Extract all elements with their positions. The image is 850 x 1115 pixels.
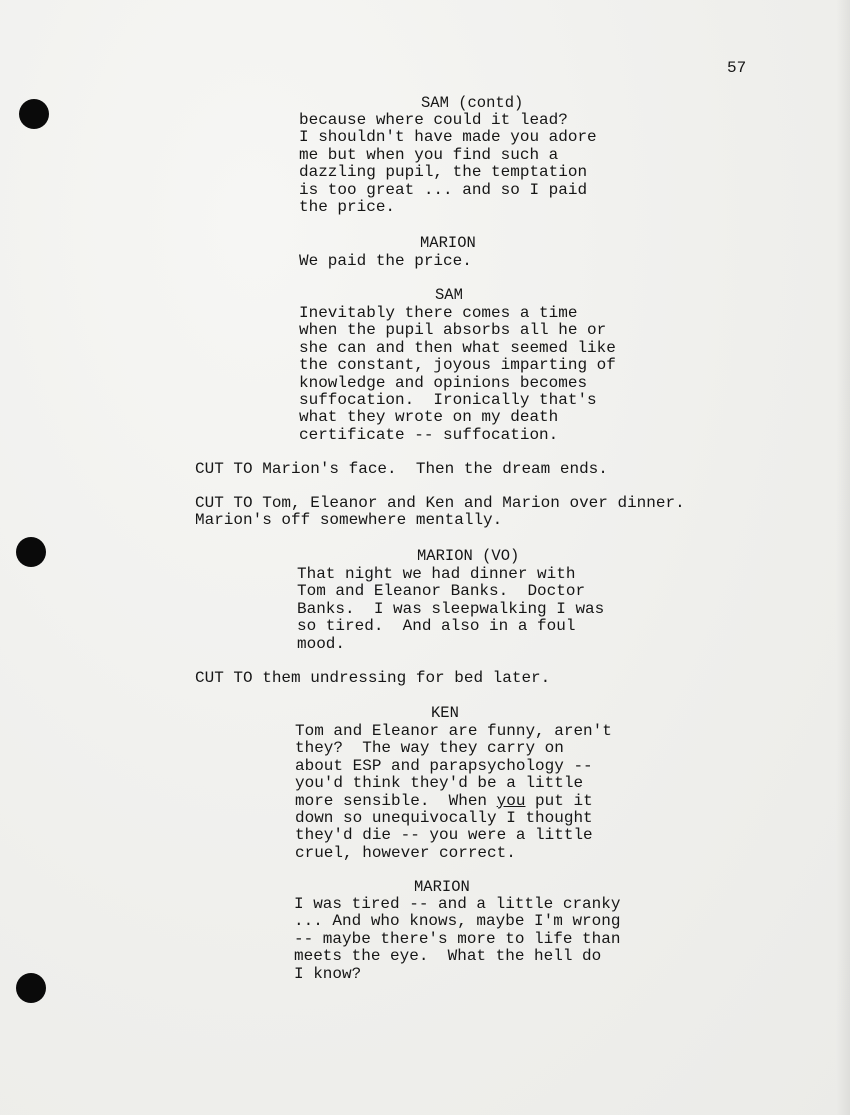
dialogue-line: -- maybe there's more to life than [294, 929, 621, 948]
page-edge-shadow [836, 0, 850, 1115]
dialogue-line: I shouldn't have made you adore [299, 128, 597, 147]
dialogue-line: ... And who knows, maybe I'm wrong [294, 912, 621, 931]
dialogue-line: more sensible. When [295, 791, 497, 810]
dialogue-marion [299, 253, 472, 270]
character-cue-marion-2: MARION [414, 878, 470, 896]
underlined-emphasis-word: you [496, 791, 526, 810]
dialogue-line: you'd think they'd be a little [295, 774, 584, 793]
dialogue-line: certificate -- suffocation. [299, 425, 559, 444]
scene-action-dream-ends [195, 461, 608, 478]
dialogue-line: Tom and Eleanor are funny, aren't [295, 722, 612, 740]
dialogue-line: so tired. And also in a foul [297, 617, 576, 636]
binder-hole-top [19, 99, 49, 129]
dialogue-line: the constant, joyous imparting of [299, 356, 616, 375]
dialogue-line: cruel, however correct. [295, 843, 516, 862]
character-cue-sam-contd: SAM (contd) [421, 94, 524, 112]
character-cue-ken: KEN [431, 704, 459, 722]
dialogue-line: down so unequivocally I thought [295, 809, 593, 828]
dialogue-line: they? The way they carry on [295, 739, 564, 758]
dialogue-line: when the pupil absorbs all he or [299, 321, 607, 340]
character-cue-marion-vo: MARION (VO) [417, 547, 520, 565]
dialogue-line: she can and then what seemed like [299, 338, 616, 357]
binder-hole-middle [16, 537, 46, 567]
dialogue-line: about ESP and parapsychology -- [295, 756, 593, 775]
dialogue-marion-vo [297, 566, 604, 653]
dialogue-line: they'd die -- you were a little [295, 826, 593, 845]
dialogue-sam-contd [299, 112, 597, 216]
binder-hole-bottom [16, 973, 46, 1003]
dialogue-line: what they wrote on my death [299, 408, 559, 427]
dialogue-sam [299, 305, 616, 444]
dialogue-line: knowledge and opinions becomes [299, 373, 588, 392]
dialogue-line-tail: put it [525, 791, 593, 810]
dialogue-line: the price. [299, 198, 396, 217]
dialogue-line: I know? [294, 964, 362, 983]
dialogue-line: me but when you find such a [299, 145, 559, 164]
dialogue-marion-2 [294, 896, 620, 983]
scene-action-dinner [195, 495, 685, 530]
dialogue-line: suffocation. Ironically that's [299, 391, 597, 410]
action-line: CUT TO them undressing for bed later. [195, 669, 551, 687]
dialogue-line: is too great ... and so I paid [299, 180, 588, 199]
dialogue-line: meets the eye. What the hell do [294, 947, 602, 966]
dialogue-line: because where could it lead? [299, 111, 568, 129]
action-line: Marion's off somewhere mentally. [195, 511, 503, 530]
scene-action-undressing [195, 670, 550, 687]
dialogue-line: Tom and Eleanor Banks. Doctor [297, 582, 586, 601]
action-line: CUT TO Marion's face. Then the dream ends. [195, 460, 608, 478]
dialogue-line: We paid the price. [299, 252, 472, 270]
character-cue-marion: MARION [420, 234, 476, 252]
dialogue-line: mood. [297, 634, 346, 653]
page-number: 57 [727, 59, 747, 77]
dialogue-line: I was tired -- and a little cranky [294, 895, 621, 913]
dialogue-ken [295, 723, 612, 862]
dialogue-line: Inevitably there comes a time [299, 304, 578, 322]
character-cue-sam: SAM [435, 286, 463, 304]
dialogue-line: That night we had dinner with [297, 565, 576, 583]
action-line: CUT TO Tom, Eleanor and Ken and Marion over dinner. [195, 494, 685, 512]
dialogue-line: Banks. I was sleepwalking I was [297, 599, 605, 618]
dialogue-line: dazzling pupil, the temptation [299, 163, 588, 182]
